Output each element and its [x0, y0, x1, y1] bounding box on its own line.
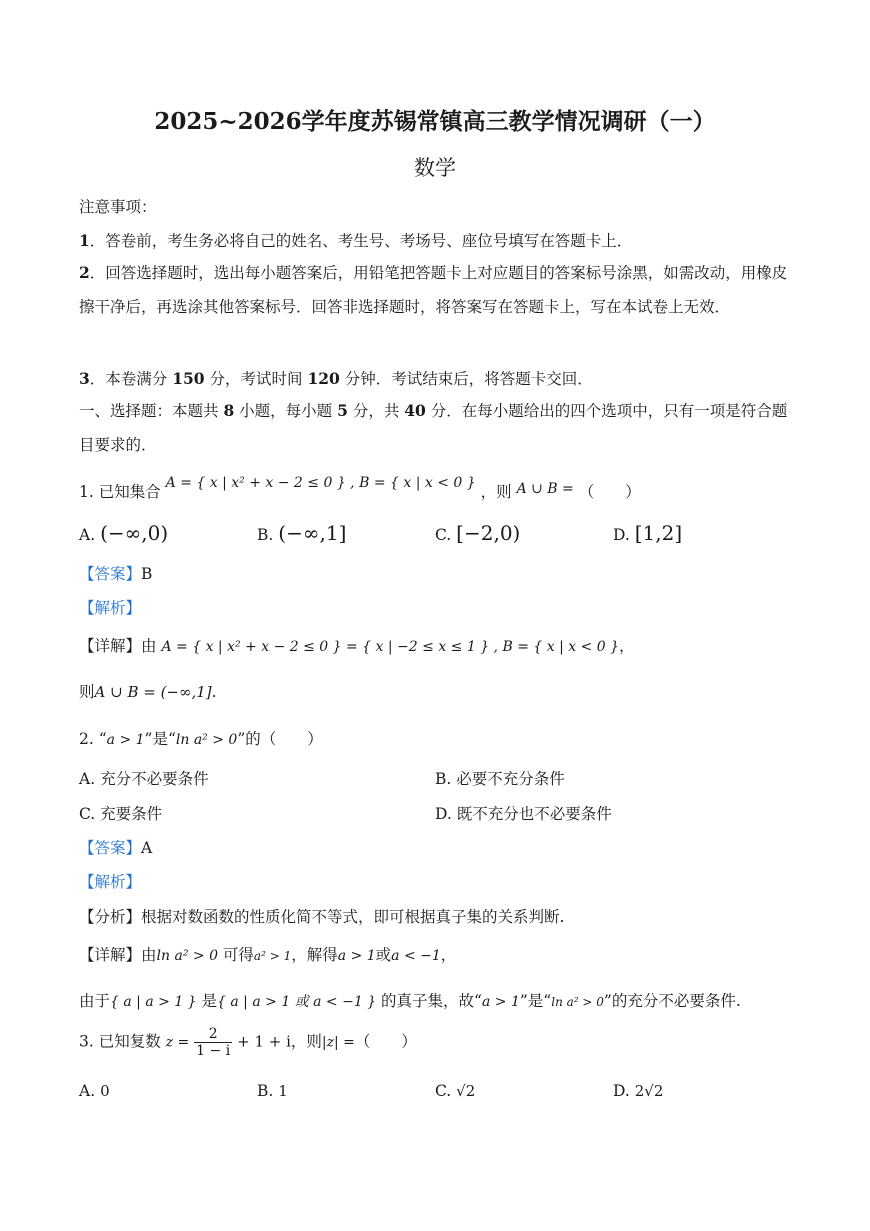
detail-text: 或: [375, 946, 392, 964]
option-label: C.: [435, 526, 452, 544]
detail-math: ln a² > 0: [551, 995, 604, 1009]
q2-detail: [79, 943, 456, 965]
section-text: 小题，每小题: [234, 402, 338, 420]
total-score: 40: [404, 401, 426, 420]
detail-math: a² > 1: [253, 949, 292, 963]
option-value: (−∞,1]: [278, 521, 347, 545]
q1-conclusion: [79, 680, 217, 702]
option-label: C.: [79, 805, 96, 823]
detail-text: 由于: [79, 992, 111, 1010]
set-definition: A = { x | x² + x − 2 ≤ 0 } , B = { x | x < 0 }: [165, 475, 476, 491]
fenxi-tag: 【分析】: [79, 908, 142, 926]
option-label: D.: [613, 526, 630, 544]
answer-value: B: [141, 565, 153, 583]
q1-option-b: [257, 521, 346, 545]
detail-math: { a | a > 1 }: [110, 994, 197, 1010]
option-value: 必要不充分条件: [456, 770, 565, 788]
detail-math: A ∪ B = (−∞,1]: [94, 683, 212, 701]
notice-text: ．本卷满分: [89, 370, 173, 388]
detail-math: a < −1: [391, 948, 441, 964]
q1-option-a: [79, 521, 168, 545]
q3-option-c: [435, 1082, 475, 1100]
detail-text: 由: [141, 946, 157, 964]
answer-tag: 【答案】: [79, 839, 142, 857]
option-value: 既不充分也不必要条件: [456, 805, 612, 823]
notice-num: 3: [79, 369, 90, 388]
option-label: B.: [257, 1082, 274, 1100]
q1-stem: [79, 475, 641, 502]
q2-option-d: [435, 802, 612, 824]
z-symbol: z =: [165, 1034, 190, 1051]
section-text: 一、选择题：本题共: [79, 402, 224, 420]
detail-text: 可得: [217, 946, 254, 964]
option-value: 充分不必要条件: [100, 770, 209, 788]
detail-text: 的真子集，故“: [376, 992, 482, 1010]
notice-num: 2: [79, 263, 90, 282]
option-label: B.: [257, 526, 274, 544]
notice-item-1: [79, 229, 632, 251]
option-label: C.: [435, 1082, 452, 1100]
option-value: [1,2]: [634, 521, 683, 545]
q2-option-b: [435, 767, 565, 789]
complex-tail: + 1 + i: [237, 1032, 291, 1051]
q2-option-c: [79, 802, 162, 824]
option-value: (−∞,0): [100, 521, 169, 545]
detail-math: ln a² > 0: [156, 948, 218, 964]
fraction-numerator: 2: [194, 1026, 232, 1043]
detail-text: ”是“: [519, 992, 552, 1010]
q3-option-b: [257, 1082, 288, 1100]
stem-text: 1. 已知集合: [79, 483, 161, 501]
option-label: A.: [79, 770, 96, 788]
fenxi-text: 根据对数函数的性质化简不等式，即可根据真子集的关系判断.: [141, 908, 565, 926]
exam-subject: 数学: [414, 156, 456, 180]
option-value: 2√2: [634, 1082, 664, 1100]
full-score: 150: [172, 369, 205, 388]
detail-text: .: [211, 683, 217, 701]
detail-text: ，解得: [291, 946, 338, 964]
option-label: A.: [79, 526, 96, 544]
q1-detail: [79, 634, 635, 656]
option-value: √2: [456, 1082, 476, 1100]
notice-text: ．回答选择题时，选出每小题答案后，用铅笔把答题卡上对应题目的答案标号涂黑，如需改动，用橡皮擦干净后，再选涂其他答案标号．回答非选择题时，将答案写在答题卡上，写在本试卷上无效．: [79, 264, 788, 316]
detail-text: 是: [196, 992, 218, 1010]
q1-analysis-tag: 【解析】: [79, 599, 142, 617]
notice-text: ．答卷前，考生务必将自己的姓名、考生号、考场号、座位号填写在答题卡上．: [89, 232, 633, 250]
q1-answer: [79, 562, 152, 584]
detail-text: 由: [141, 637, 157, 655]
detail-math: A = { x | x² + x − 2 ≤ 0 } = { x | −2 ≤ x ≤ 1 } , B = { x | x < 0 }: [161, 639, 620, 655]
notice-text: 分钟．考试结束后，将答题卡交回．: [339, 370, 593, 388]
answer-paren: （ ）: [578, 483, 641, 501]
option-value: 0: [100, 1082, 110, 1100]
stem-text: ”是“: [144, 730, 176, 748]
condition-math: a > 1: [106, 732, 145, 748]
notice-item-3: [79, 367, 593, 389]
q2-answer: [79, 836, 152, 858]
option-value: 1: [278, 1082, 288, 1100]
option-label: D.: [435, 805, 452, 823]
q2-fenxi: [79, 905, 564, 927]
detail-math: a > 1: [481, 994, 520, 1010]
stem-text: 3. 已知复数: [79, 1032, 161, 1051]
exam-title: 2025~2026学年度苏锡常镇高三教学情况调研（一）: [154, 108, 716, 135]
section-text: 分．在每小题给出的四个选项中，只有一项是符合题目要求的．: [79, 402, 788, 454]
notice-item-2: [79, 256, 799, 324]
q2-detail-line2: [79, 989, 741, 1011]
option-value: [−2,0): [456, 521, 521, 545]
notice-num: 1: [79, 231, 90, 250]
stem-text: ，则: [290, 1032, 322, 1051]
option-label: B.: [435, 770, 452, 788]
stem-text: 2. “: [79, 730, 107, 748]
answer-tag: 【答案】: [79, 565, 142, 583]
notice-heading: 注意事项：: [79, 198, 157, 216]
detail-tag: 【详解】: [79, 946, 142, 964]
detail-text: ，: [619, 637, 635, 655]
each-score: 5: [337, 401, 348, 420]
q3-option-a: [79, 1082, 110, 1100]
detail-tag: 【详解】: [79, 637, 142, 655]
section-text: 分，共: [347, 402, 405, 420]
section-heading: [79, 394, 799, 462]
option-label: D.: [613, 1082, 630, 1100]
option-value: 充要条件: [100, 805, 163, 823]
detail-text: ”的充分不必要条件.: [603, 992, 741, 1010]
detail-math: { a | a > 1 或 a < −1 }: [217, 994, 377, 1010]
condition-math: ln a² > 0: [175, 732, 238, 748]
option-label: A.: [79, 1082, 96, 1100]
detail-text: 则: [79, 683, 95, 701]
q1-option-c: [435, 521, 520, 545]
q1-option-d: [613, 521, 682, 545]
detail-math: a > 1: [337, 948, 376, 964]
detail-text: ，: [440, 946, 457, 964]
fraction-denominator: 1 − i: [196, 1043, 231, 1059]
q2-analysis-tag: 【解析】: [79, 873, 142, 891]
answer-paren: （ ）: [354, 1032, 417, 1051]
stem-text: ”的（ ）: [237, 730, 323, 748]
question-count: 8: [223, 401, 235, 420]
q2-stem: [79, 727, 323, 749]
notice-text: 分，考试时间: [204, 370, 308, 388]
exam-time: 120: [307, 369, 340, 388]
q3-stem: [79, 1026, 417, 1059]
answer-value: A: [141, 839, 153, 857]
q2-option-a: [79, 767, 209, 789]
q3-option-d: [613, 1082, 663, 1100]
modulus-expr: |z| =: [321, 1034, 355, 1051]
stem-text: ，则: [480, 483, 512, 501]
union-expr: A ∪ B =: [516, 481, 574, 497]
fraction: [194, 1026, 232, 1059]
